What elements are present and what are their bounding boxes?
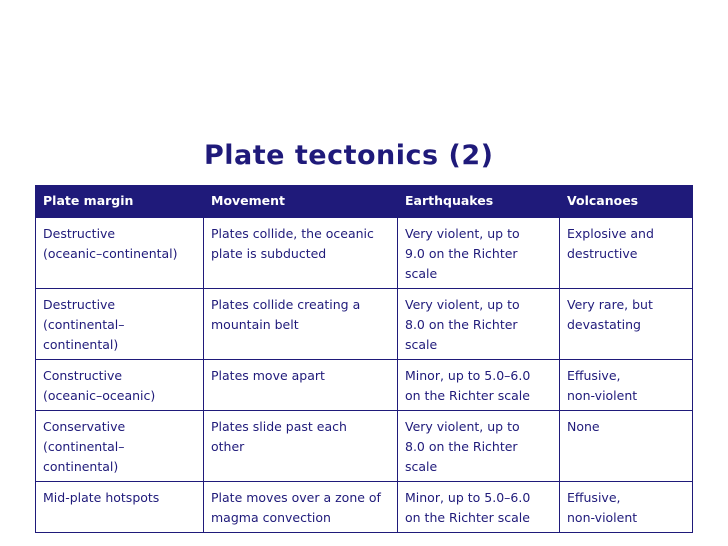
- table-row: [36, 411, 693, 482]
- cell-volcanoes: Effusive, non-violent: [560, 482, 693, 533]
- table-row: [36, 289, 693, 360]
- table-row: [36, 218, 693, 289]
- cell-earthquakes: Minor, up to 5.0–6.0 on the Richter scale: [398, 482, 560, 533]
- cell-earthquakes: Very violent, up to 8.0 on the Richter scale: [398, 289, 560, 360]
- header-movement: Movement: [204, 186, 398, 218]
- plate-tectonics-table: [35, 185, 693, 533]
- cell-earthquakes: Very violent, up to 9.0 on the Richter scale: [398, 218, 560, 289]
- cell-earthquakes: Minor, up to 5.0–6.0 on the Richter scale: [398, 360, 560, 411]
- cell-earthquakes: Very violent, up to 8.0 on the Richter scale: [398, 411, 560, 482]
- cell-volcanoes: Explosive and destructive: [560, 218, 693, 289]
- cell-plate-margin: Destructive (continental– continental): [36, 289, 204, 360]
- header-volcanoes: Volcanoes: [560, 186, 693, 218]
- cell-plate-margin: Conservative (continental– continental): [36, 411, 204, 482]
- table-row: [36, 482, 693, 533]
- cell-volcanoes: Effusive, non-violent: [560, 360, 693, 411]
- slide-title: Plate tectonics (2): [204, 140, 494, 171]
- cell-movement: Plates collide, the oceanic plate is subducted: [204, 218, 398, 289]
- cell-movement: Plates collide creating a mountain belt: [204, 289, 398, 360]
- cell-plate-margin: Destructive (oceanic–continental): [36, 218, 204, 289]
- table-row: [36, 360, 693, 411]
- table-header-row: [36, 186, 693, 218]
- header-plate-margin: Plate margin: [36, 186, 204, 218]
- header-earthquakes: Earthquakes: [398, 186, 560, 218]
- cell-plate-margin: Constructive (oceanic–oceanic): [36, 360, 204, 411]
- cell-volcanoes: None: [560, 411, 693, 482]
- cell-movement: Plates slide past each other: [204, 411, 398, 482]
- cell-plate-margin: Mid-plate hotspots: [36, 482, 204, 533]
- cell-movement: Plates move apart: [204, 360, 398, 411]
- cell-volcanoes: Very rare, but devastating: [560, 289, 693, 360]
- cell-movement: Plate moves over a zone of magma convection: [204, 482, 398, 533]
